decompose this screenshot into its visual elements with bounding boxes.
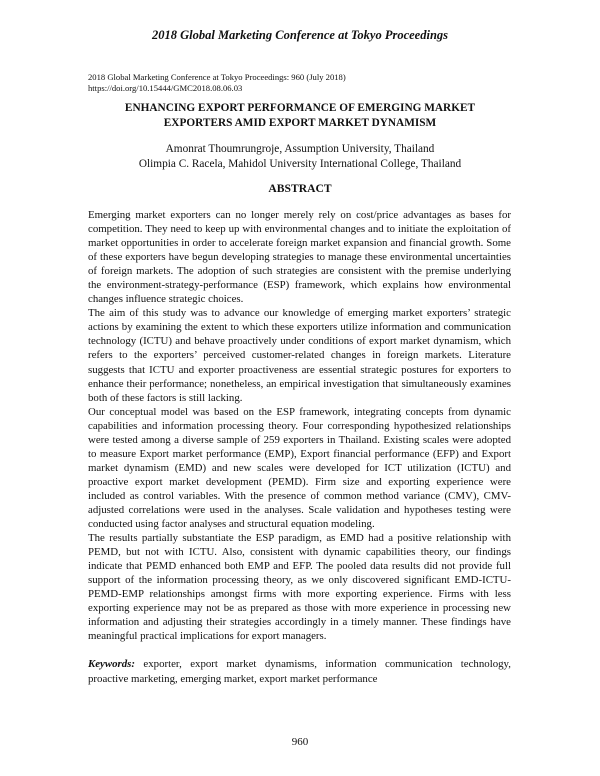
abstract-body (88, 208, 511, 686)
abstract-heading: ABSTRACT (268, 182, 332, 195)
keywords-text: exporter, export market dynamisms, information communication technology, proactive marketing, emerging market, export market performance (88, 658, 511, 685)
page-number: 960 (291, 736, 309, 748)
running-header: 2018 Global Marketing Conference at Tokyo Proceedings (151, 28, 449, 42)
paper-title (60, 101, 540, 130)
citation-block (88, 72, 346, 94)
abstract-paragraph: The results partially substantiate the ESP paradigm, as EMD had a positive relationship with PEMD, but not with ICTU. Also, consistent with dynamic capabilities theory, our findings indicate that PEMD enhanced both EMP and EFP. The pooled data results did not provide full support of the information processing theory, as we only discovered significant EMD-ICTU-PEMD-EMP relationships amongst firms with more exporting experience. Firms with less exporting experience may not be as prepared as those with more experience in processing new information and adjusting their strategies accordingly in a timely manner. These findings have meaningful practical implications for export managers. (88, 532, 511, 643)
abstract-paragraph: Emerging market exporters can no longer merely rely on cost/price advantages as bases for competition. They need to keep up with environmental changes and to initiate the exploitation of market opportunities in order to accelerate foreign market expansion and financial growth. Some of these exporters have begun developing strategies to manage these environmental uncertainties of foreign markets. The adoption of such strategies are consistent with the premise underlying the environment-strategy-performance (ESP) framework, which explains how environmental changes influence strategic choices. (88, 209, 511, 306)
title-line: ENHANCING EXPORT PERFORMANCE OF EMERGING MARKET (124, 102, 476, 114)
author-line: Amonrat Thoumrungroje, Assumption University, Thailand (165, 143, 435, 155)
doi-link[interactable]: https://doi.org/10.15444/GMC2018.08.06.03 (88, 83, 243, 93)
abstract-paragraph: Our conceptual model was based on the ESP framework, integrating concepts from dynamic capabilities and information processing theory. Four corresponding hypothesized relationships were tested among a diverse sample of 259 exporters in Thailand. Existing scales were adopted to measure Export market performance (EMP), Export financial performance (EFP) and Export market dynamism (EMD) and new scales were developed for ICT utilization (ICTU) and proactive export market development (PEMD). Firm size and exporting experience were included as control variables. With the presence of common method variance (CMV), CMV-adjusted correlations were used in the analyses. Scale validation and hypotheses testing were conducted using factor analyses and structural equation modeling. (88, 405, 511, 531)
abstract-paragraph: The aim of this study was to advance our knowledge of emerging market exporters’ strategic actions by examining the extent to which these exporters utilize information and communication technology (ICTU) and behave proactively under conditions of export market dynamism, which refers to the exporters’ perceived customer-related changes in foreign markets. Literature suggests that ICTU and exporter proactiveness are essential strategic postures for exporters to enhance their performance; nonetheless, an empirical investigation that simultaneously examines both of these factors is still lacking. (88, 307, 511, 404)
keywords (88, 657, 511, 685)
authors-block (60, 142, 540, 172)
citation-line: 2018 Global Marketing Conference at Tokyo Proceedings: 960 (July 2018) (88, 72, 346, 82)
title-line: EXPORTERS AMID EXPORT MARKET DYNAMISM (163, 116, 437, 129)
keywords-label: Keywords: (88, 658, 135, 671)
author-line: Olimpia C. Racela, Mahidol University International College, Thailand (138, 158, 462, 170)
